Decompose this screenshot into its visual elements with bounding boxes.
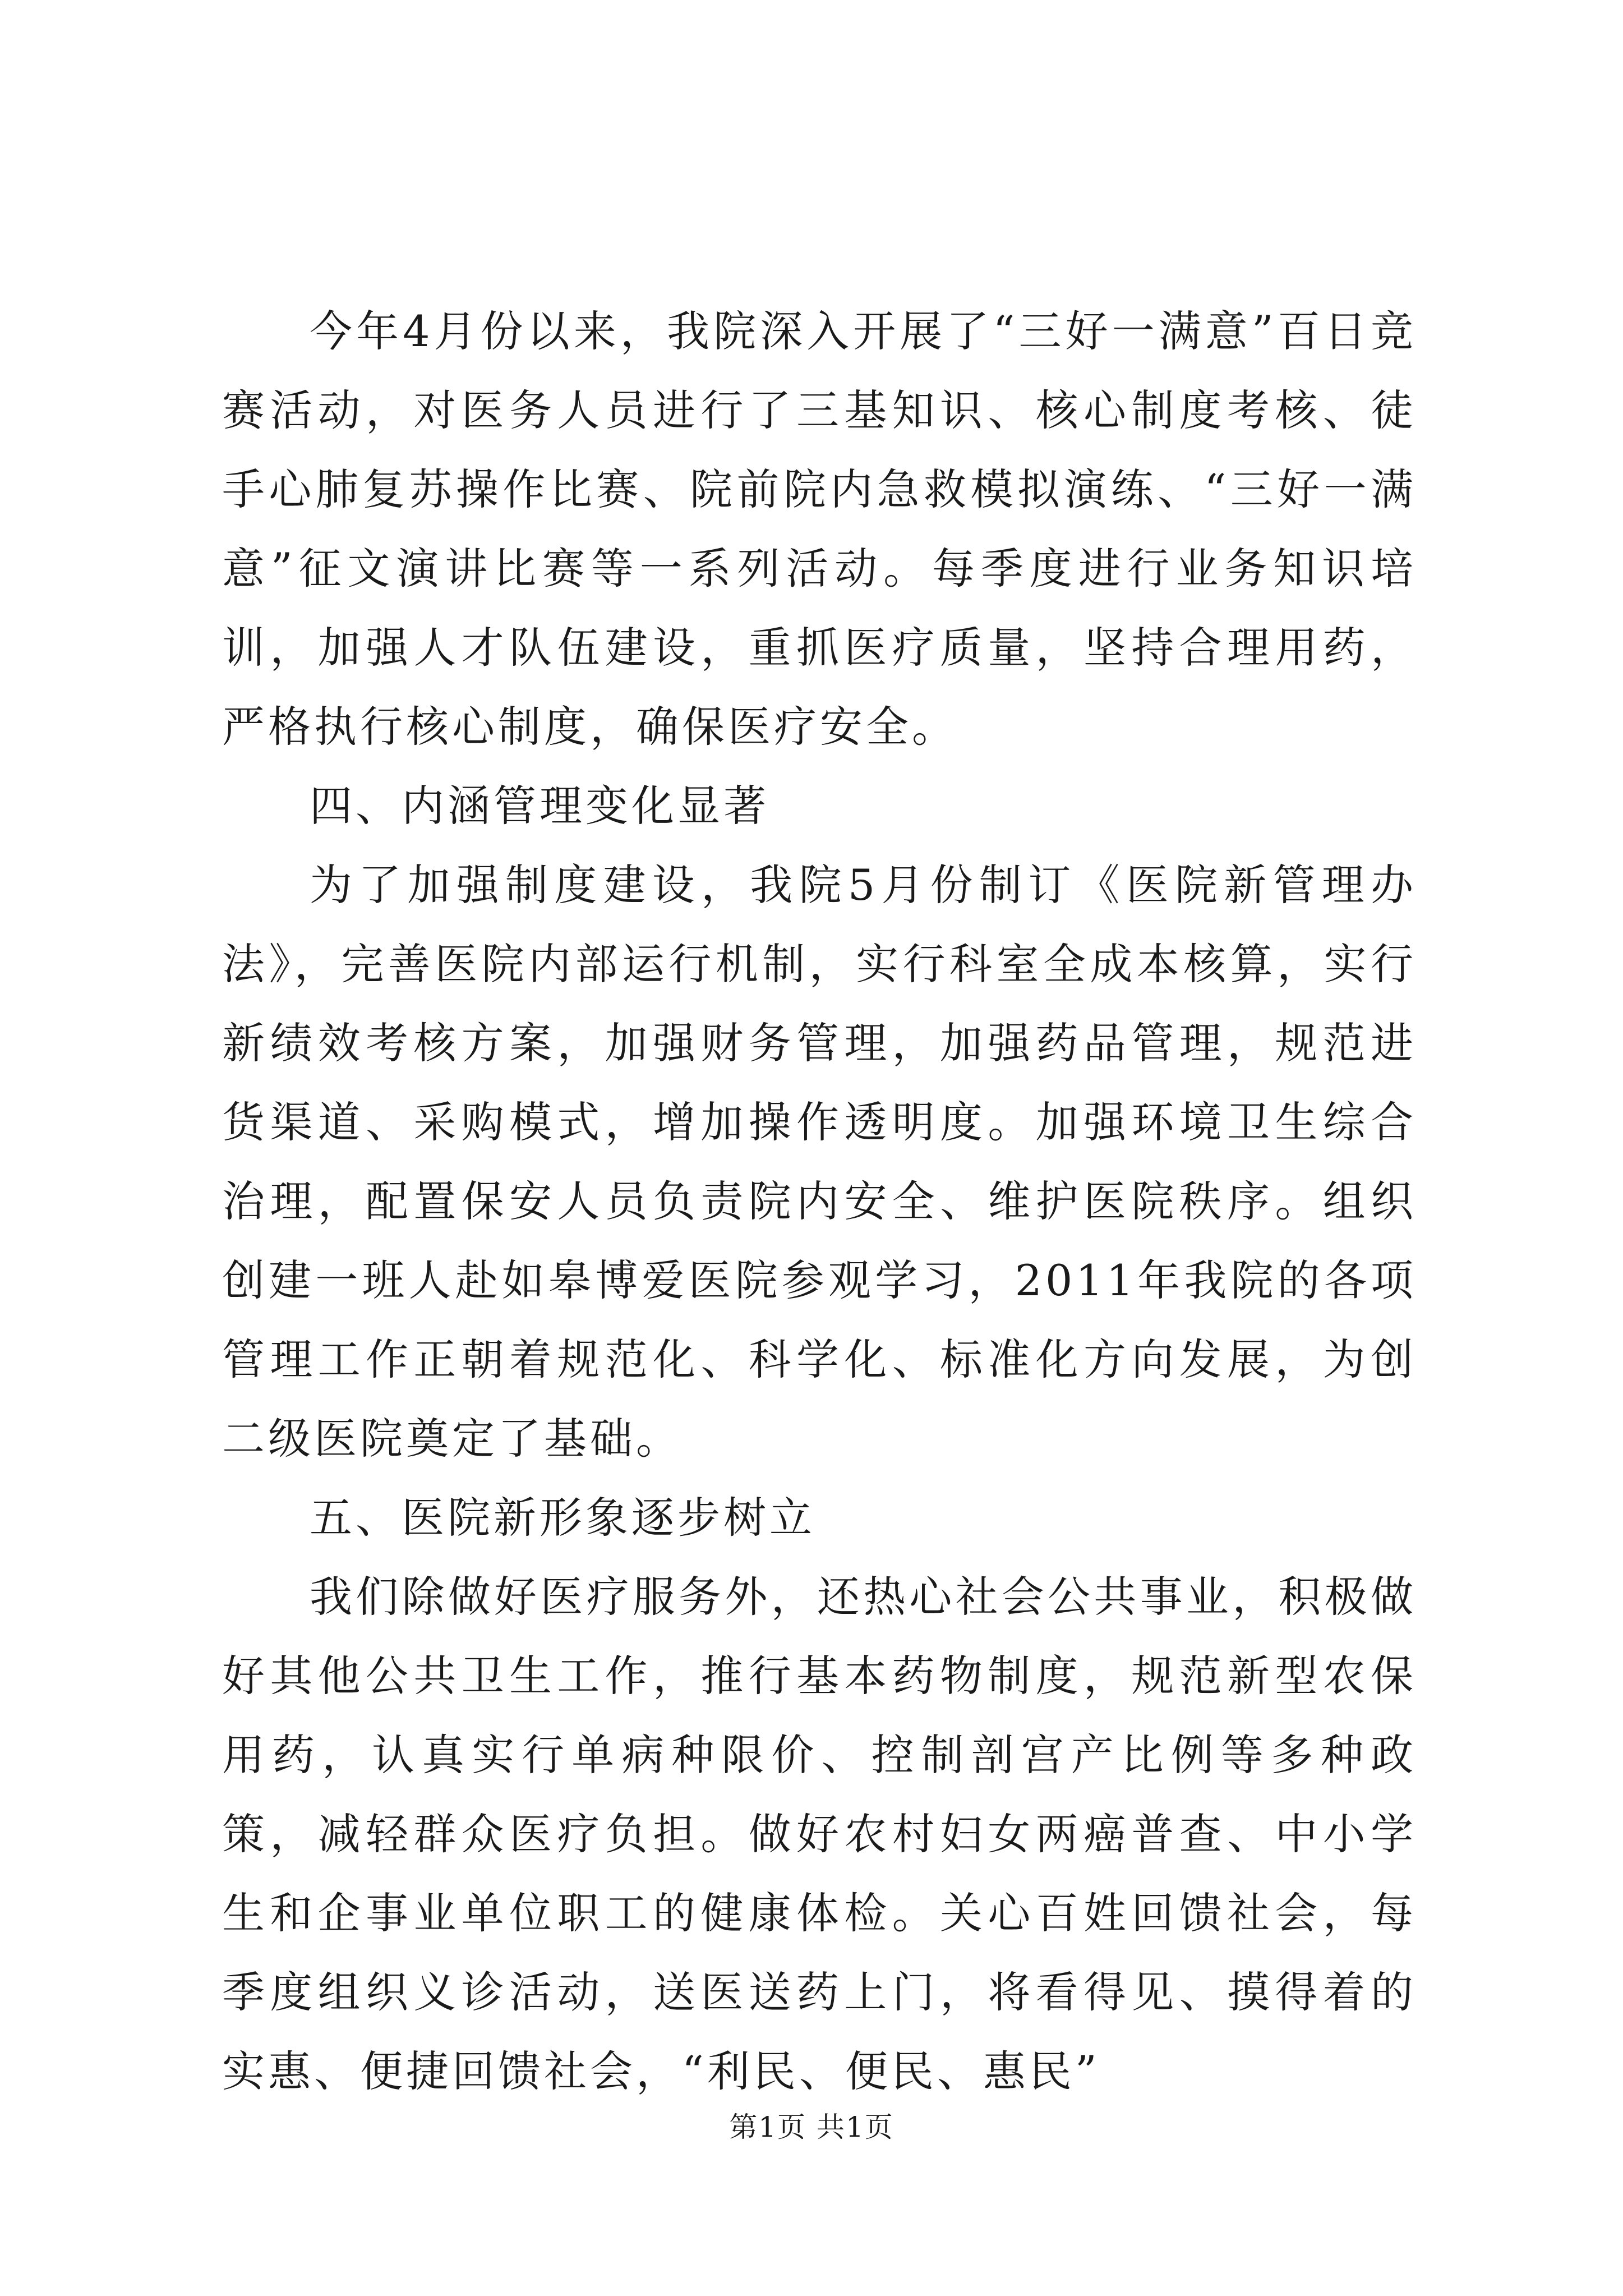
section-heading-image: 五、医院新形象逐步树立 [310,1493,815,1543]
paragraph-public-service: 我们除做好医疗服务外，还热心社会公共事业，积极做好其他公共卫生工作，推行基本药物制度，规范新型农保用药，认真实行单病种限价、控制剖宫产比例等多种政策，减轻群众医疗负担。做好农村妇女两癌普查、中小学生和企事业单位职工的健康体检。关心百姓回馈社会，每季度组织义诊活动，送医送药上门，将看得见、摸得着的实惠、便捷回馈社会，“利民、便民、惠民” [222,1572,1417,2096]
paragraph-competition-activities: 今年4月份以来，我院深入开展了“三好一满意”百日竞赛活动，对医务人员进行了三基知识、核心制度考核、徒手心肺复苏操作比赛、院前院内急救模拟演练、“三好一满意”征文演讲比赛等一系列活动。每季度进行业务知识培训，加强人才队伍建设，重抓医疗质量，坚持合理用药，严格执行核心制度，确保医疗安全。 [222,306,1417,752]
page-footer: 第1页 共1页 [729,2111,894,2143]
document-body [222,292,1417,2111]
section-heading-management: 四、内涵管理变化显著 [310,781,769,831]
paragraph-management: 为了加强制度建设，我院5月份制订《医院新管理办法》，完善医院内部运行机制，实行科室全成本核算，实行新绩效考核方案，加强财务管理，加强药品管理，规范进货渠道、采购模式，增加操作透明度。加强环境卫生综合治理，配置保安人员负责院内安全、维护医院秩序。组织创建一班人赴如皋博爱医院参观学习，2011年我院的各项管理工作正朝着规范化、科学化、标准化方向发展，为创二级医院奠定了基础。 [222,860,1417,1464]
